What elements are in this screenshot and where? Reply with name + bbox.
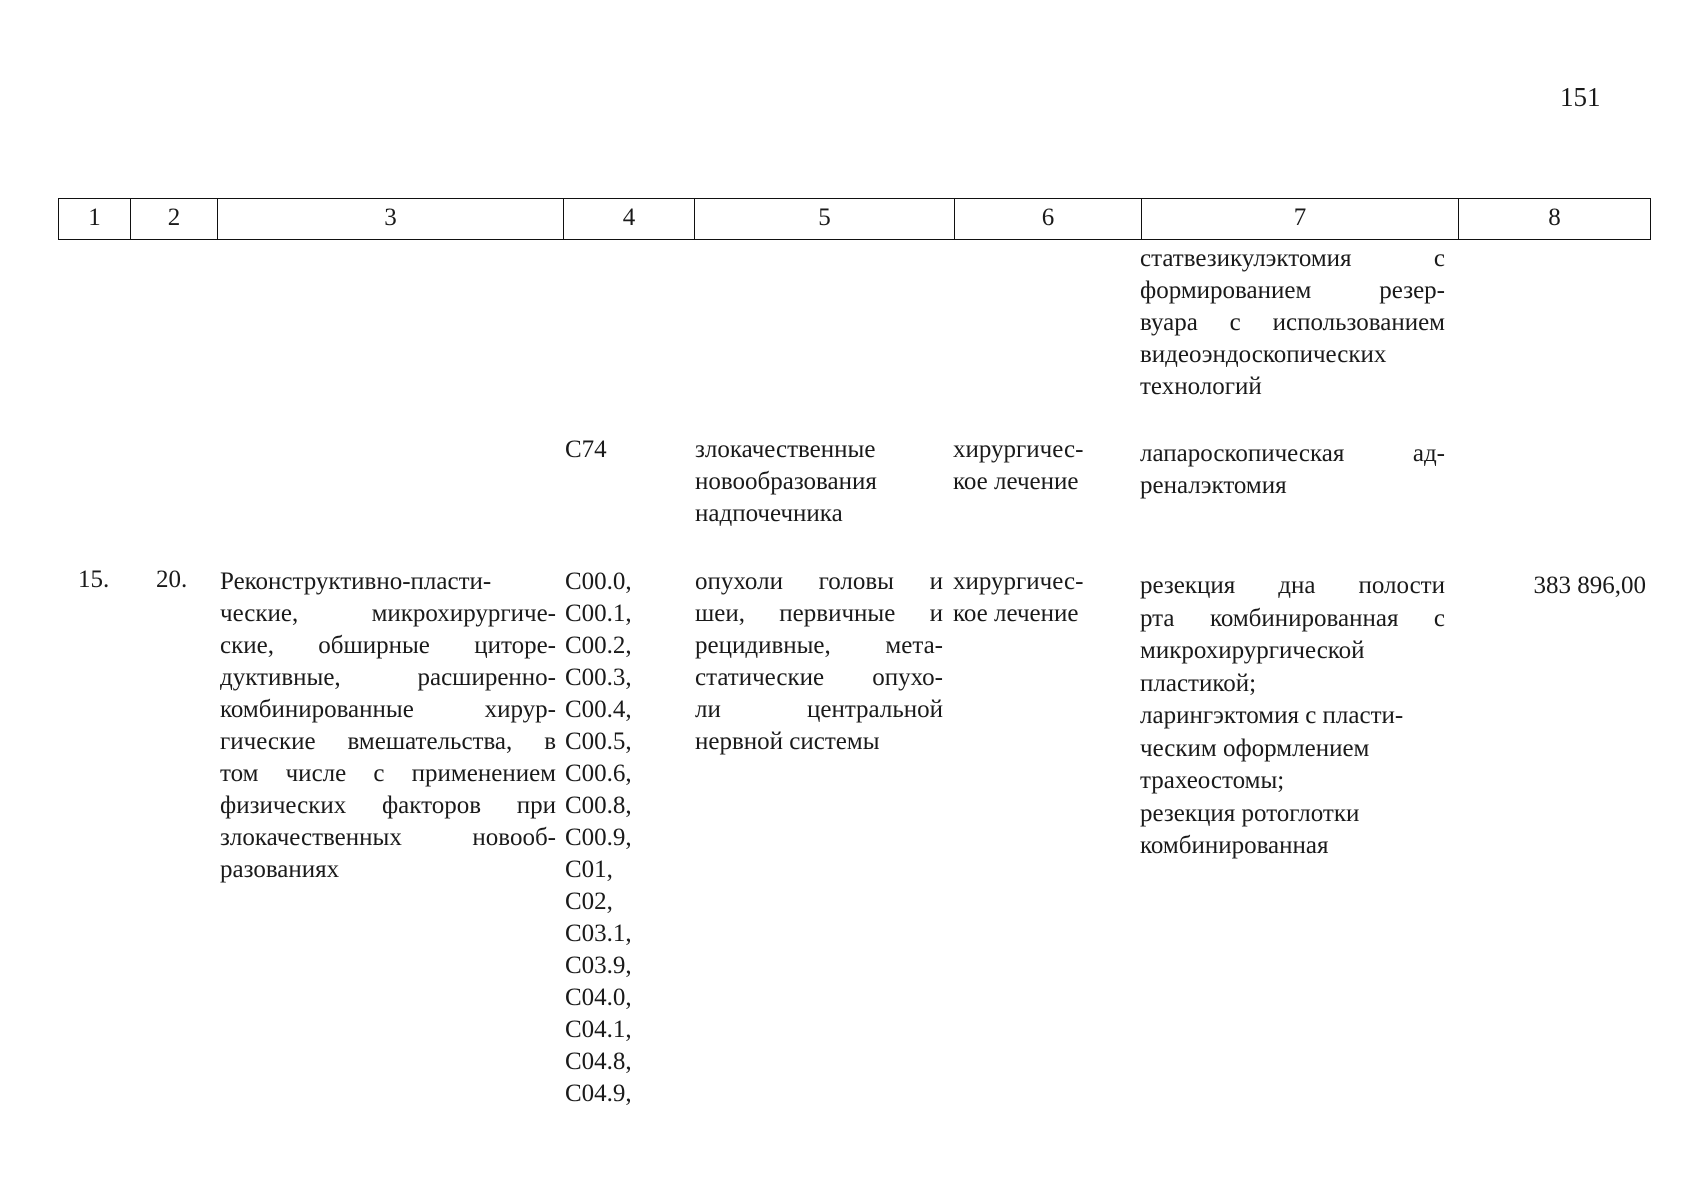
- text-line: ческим оформлением: [1140, 734, 1370, 762]
- text-line: ли центральной: [695, 696, 943, 723]
- text-line: ские, обширные циторе-: [220, 632, 556, 659]
- icd-code: C04.9,: [565, 1080, 632, 1107]
- icd-code: C04.8,: [565, 1048, 632, 1075]
- header-col-6: 6: [955, 199, 1142, 239]
- c74-col5: [695, 434, 945, 530]
- continuation-col7: [1140, 243, 1445, 403]
- text-line: злокачественные: [695, 436, 876, 463]
- page-number: 151: [1560, 82, 1601, 112]
- row-number: 15.: [78, 566, 110, 593]
- header-col-3: 3: [218, 199, 564, 239]
- text-line: микрохирургической: [1140, 637, 1365, 664]
- header-col-8: 8: [1548, 204, 1561, 231]
- text-line: вуара с использованием: [1140, 309, 1445, 336]
- text-line: комбинированные хирур-: [220, 696, 556, 723]
- icd-code: C03.9,: [565, 952, 632, 979]
- text-line: гические вмешательства, в: [220, 728, 556, 755]
- text-line: физических факторов при: [220, 792, 556, 819]
- text-line: том числе с применением: [220, 760, 556, 787]
- text-line: ларингэктомия с пласти-: [1140, 702, 1404, 729]
- text-line: реналэктомия: [1140, 472, 1287, 499]
- text-line: комбинированная: [1140, 832, 1329, 859]
- icd-code: C04.0,: [565, 984, 632, 1011]
- row15-num1: [78, 564, 109, 596]
- row15-col3: [220, 566, 556, 886]
- text-line: формированием резер-: [1140, 277, 1445, 304]
- icd-code: C00.4,: [565, 696, 632, 723]
- text-line: Реконструктивно-пласти-: [220, 568, 492, 595]
- row15-col4-codes: [565, 566, 632, 1110]
- table-header-row: [58, 198, 1651, 240]
- header-col-5: 5: [695, 199, 955, 239]
- row15-num2: [156, 564, 187, 596]
- text-line: хирургичес-: [953, 436, 1084, 463]
- text-line: лапароскопическая ад-: [1140, 440, 1445, 467]
- header-col-1: 1: [59, 199, 131, 239]
- icd-code: C74: [565, 436, 607, 463]
- text-line: пластикой;: [1140, 669, 1257, 697]
- text-line: кое лечение: [953, 468, 1079, 495]
- text-line: разованиях: [220, 856, 340, 883]
- icd-code: C00.9,: [565, 824, 632, 851]
- icd-code: C00.2,: [565, 632, 632, 659]
- icd-code: C03.1,: [565, 920, 632, 947]
- text-line: нервной системы: [695, 728, 880, 755]
- icd-code: C02,: [565, 888, 613, 915]
- text-line: видеоэндоскопических: [1140, 341, 1387, 368]
- text-line: дуктивные, расширенно-: [220, 664, 556, 691]
- text-line: технологий: [1140, 373, 1262, 400]
- icd-code: C01,: [565, 856, 613, 883]
- text-line: хирургичес-: [953, 568, 1084, 595]
- c74-col7: [1140, 438, 1445, 502]
- icd-code: C00.5,: [565, 728, 632, 755]
- icd-code: C00.8,: [565, 792, 632, 819]
- price-value: 383 896,00: [1533, 572, 1646, 599]
- text-line: рта комбинированная с: [1140, 604, 1445, 632]
- text-line: надпочечника: [695, 500, 843, 527]
- text-line: шеи, первичные и: [695, 600, 943, 627]
- text-line: резекция ротоглотки: [1140, 799, 1360, 827]
- text-line: ческие, микрохирургиче-: [220, 600, 556, 627]
- text-line: кое лечение: [953, 600, 1079, 627]
- text-line: новообразования: [695, 468, 877, 495]
- header-col-2: 2: [131, 199, 218, 239]
- text-line: злокачественных новооб-: [220, 824, 556, 851]
- header-col-7: 7: [1142, 199, 1459, 239]
- row15-col5: [695, 566, 943, 758]
- row15-price: [1518, 570, 1646, 602]
- text-line: резекция дна полости: [1140, 572, 1445, 599]
- header-col-4: 4: [564, 199, 695, 239]
- icd-code: C00.3,: [565, 664, 632, 691]
- c74-code: [565, 434, 607, 466]
- icd-code: C04.1,: [565, 1016, 632, 1043]
- text-line: рецидивные, мета-: [695, 632, 943, 659]
- text-line: опухоли головы и: [695, 568, 943, 595]
- text-line: статвезикулэктомия с: [1140, 245, 1445, 272]
- text-line: трахеостомы;: [1140, 767, 1285, 794]
- icd-code: C00.1,: [565, 600, 632, 627]
- icd-code: C00.0,: [565, 568, 632, 595]
- row15-col6: [953, 566, 1083, 630]
- c74-col6: [953, 434, 1083, 498]
- icd-code: C00.6,: [565, 760, 632, 787]
- text-line: статические опухо-: [695, 664, 943, 691]
- row15-col7: [1140, 570, 1445, 863]
- row-number: 20.: [156, 566, 188, 593]
